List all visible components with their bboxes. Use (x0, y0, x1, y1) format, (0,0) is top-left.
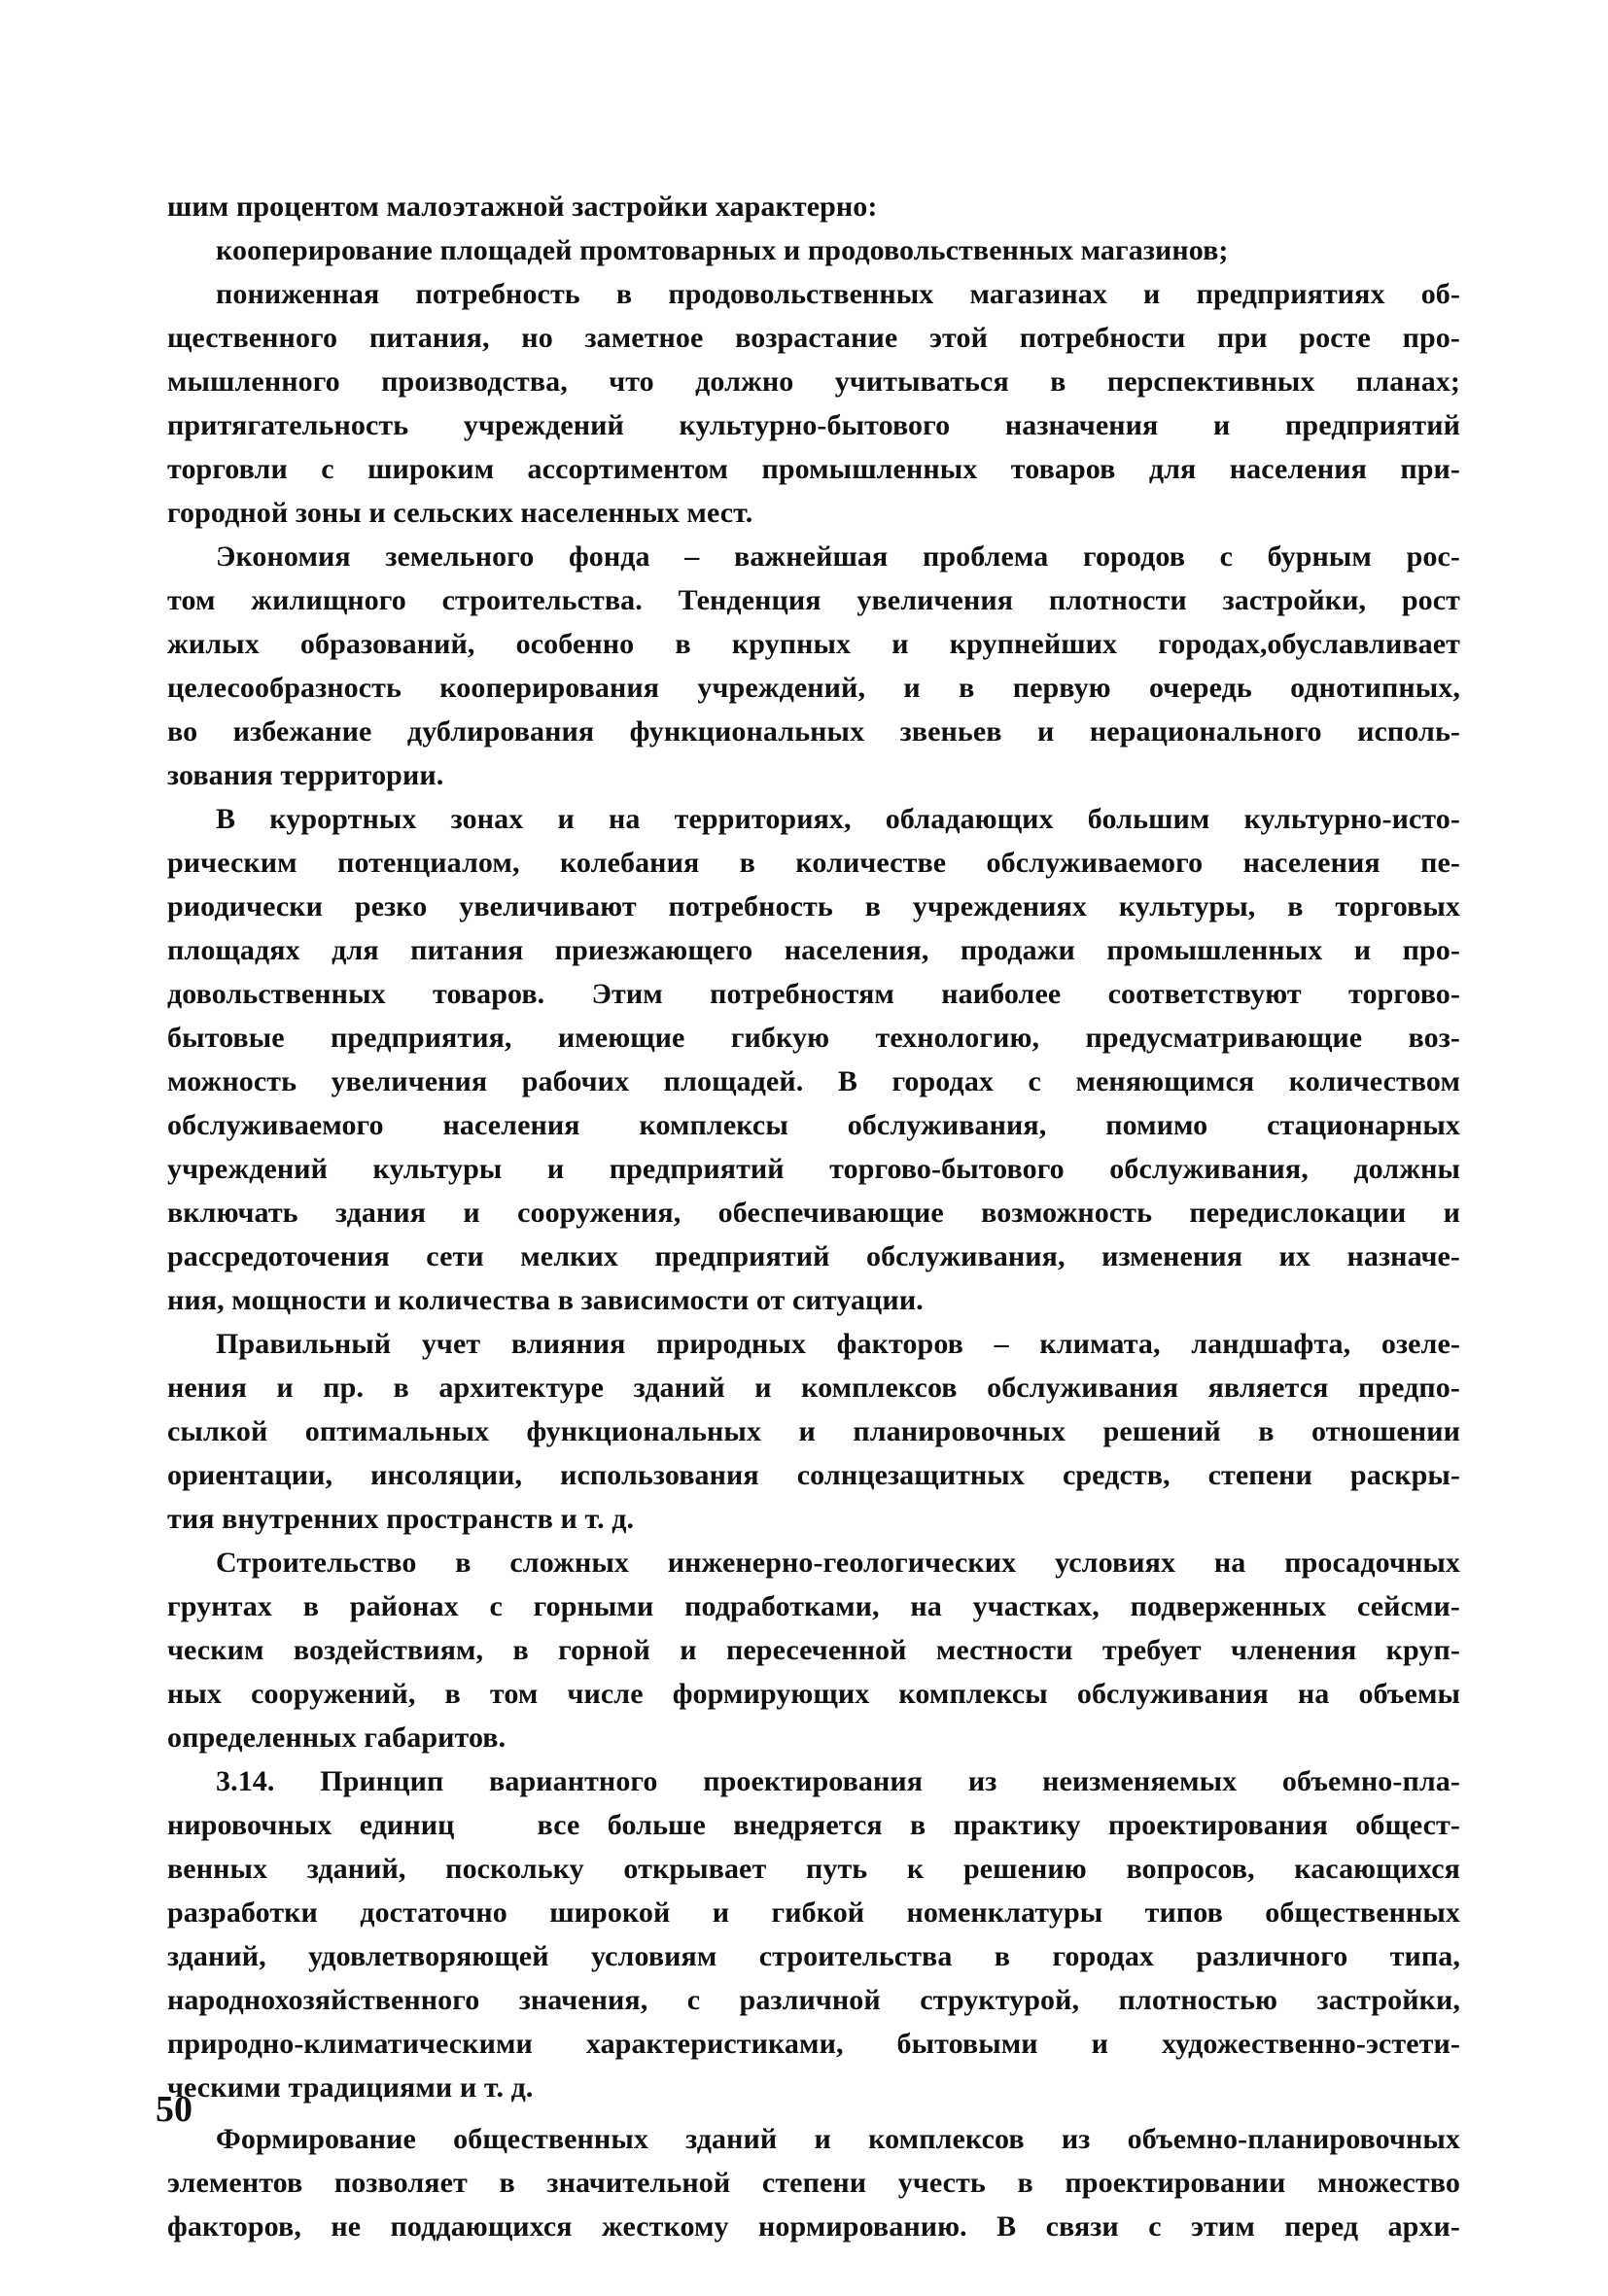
text-line: народнохозяйственного значения, с различной структурой, плотностью застройки, (167, 1984, 1460, 2016)
text-line: 3.14. Принцип вариантного проектирования из неизменяемых объемно-пла- (216, 1765, 1460, 1797)
text-line: рическим потенциалом, колебания в количестве обслуживаемого населения пе- (167, 847, 1460, 879)
paragraph (167, 797, 1460, 1322)
text-line: бытовые предприятия, имеющие гибкую технологию, предусматривающие воз- (167, 1022, 1460, 1054)
text-line: жилых образований, особенно в крупных и крупнейших городах,обуславливает (167, 628, 1460, 660)
text-line: щественного питания, но заметное возрастание этой потребности при росте про- (167, 322, 1460, 354)
text-line: тия внутренних пространств и т. д. (167, 1503, 635, 1535)
text-line: зования территории. (167, 759, 444, 791)
text-line: рассредоточения сети мелких предприятий обслуживания, изменения их назначе- (167, 1240, 1460, 1272)
text-line: разработки достаточно широкой и гибкой номенклатуры типов общественных (167, 1896, 1460, 1929)
text-line: довольственных товаров. Этим потребностям наиболее соответствуют торгово- (167, 978, 1460, 1010)
text-line: В курортных зонах и на территориях, обладающих большим культурно-исто- (216, 803, 1460, 835)
text-line: Экономия земельного фонда – важнейшая проблема городов с бурным рос- (216, 540, 1460, 573)
text-line: природно-климатическими характеристиками, бытовыми и художественно-эстети- (167, 2028, 1460, 2060)
text-line: можность увеличения рабочих площадей. В городах с меняющимся количеством (167, 1065, 1460, 1097)
text-line: ориентации, инсоляции, использования солнцезащитных средств, степени раскры- (167, 1459, 1460, 1491)
text-line: городной зоны и сельских населенных мест. (167, 497, 753, 529)
text-line: Строительство в сложных инженерно-геологических условиях на просадочных (216, 1547, 1460, 1579)
paragraph (167, 185, 1460, 228)
paragraph (167, 272, 1460, 403)
text-line: площадях для питания приезжающего населения, продажи промышленных и про- (167, 934, 1460, 966)
text-line: мышленного производства, что должно учитываться в перспективных планах; (167, 365, 1460, 398)
text-line: нения и пр. в архитектуре зданий и комплексов обслуживания является предпо- (167, 1372, 1460, 1404)
paragraph (167, 535, 1460, 797)
text-line: сылкой оптимальных функциональных и планировочных решений в отношении (167, 1415, 1460, 1447)
paragraph (167, 2117, 1460, 2248)
text-line: грунтах в районах с горными подработками, на участках, подверженных сейсми- (167, 1590, 1460, 1622)
text-line: ния, мощности и количества в зависимости от ситуации. (167, 1284, 924, 1316)
text-line: включать здания и сооружения, обеспечивающие возможность передислокации и (167, 1197, 1460, 1229)
text-line: зданий, удовлетворяющей условиям строительства в городах различного типа, (167, 1940, 1460, 1972)
text-line: учреждений культуры и предприятий торгово-бытового обслуживания, должны (167, 1153, 1460, 1185)
text-line: элементов позволяет в значительной степени учесть в проектировании множество (167, 2167, 1460, 2199)
text-line: определенных габаритов. (167, 1722, 507, 1754)
paragraph (167, 228, 1460, 272)
text-line: том жилищного строительства. Тенденция увеличения плотности застройки, рост (167, 584, 1460, 616)
paragraph (167, 1541, 1460, 1759)
text-line: ческими традициями и т. д. (167, 2071, 534, 2104)
text-line: нировочных единиц все больше внедряется в практику проектирования общест- (167, 1809, 1460, 1841)
text-line: кооперирование площадей промтоварных и продовольственных магазинов; (216, 234, 1229, 266)
text-line: Формирование общественных зданий и комплексов из объемно-планировочных (216, 2123, 1460, 2155)
text-line: шим процентом малоэтажной застройки характерно: (167, 191, 878, 223)
text-line: обслуживаемого населения комплексы обслуживания, помимо стационарных (167, 1109, 1460, 1141)
paragraph (167, 1759, 1460, 2109)
text-line: целесообразность кооперирования учреждений, и в первую очередь однотипных, (167, 672, 1460, 704)
text-line: факторов, не поддающихся жесткому нормированию. В связи с этим перед архи- (167, 2210, 1460, 2243)
text-line: риодически резко увеличивают потребность в учреждениях культуры, в торговых (167, 890, 1460, 922)
text-line: ческим воздействиям, в горной и пересеченной местности требует членения круп- (167, 1634, 1460, 1666)
text-line: ных сооружений, в том числе формирующих комплексы обслуживания на объемы (167, 1678, 1460, 1710)
page-number: 50 (156, 2089, 192, 2130)
text-line: венных зданий, поскольку открывает путь к решению вопросов, касающихся (167, 1853, 1460, 1885)
text-line: притягательность учреждений культурно-бытового назначения и предприятий (167, 409, 1460, 441)
text-line: во избежание дублирования функциональных звеньев и нерационального исполь- (167, 715, 1460, 748)
paragraph (167, 1322, 1460, 1541)
paragraph (167, 403, 1460, 535)
document-body (167, 185, 1460, 2248)
text-line: Правильный учет влияния природных факторов – климата, ландшафта, озеле- (216, 1328, 1460, 1360)
text-line: торговли с широким ассортиментом промышленных товаров для населения при- (167, 453, 1460, 485)
text-line: пониженная потребность в продовольственных магазинах и предприятиях об- (216, 278, 1460, 310)
